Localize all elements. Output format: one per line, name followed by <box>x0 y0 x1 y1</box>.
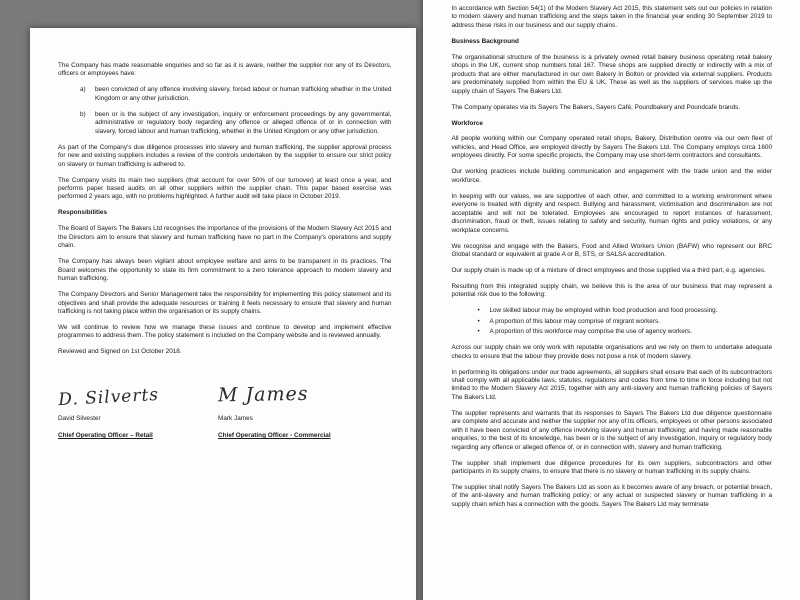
paragraph-supplier-visits: The Company visits its main two suppliers (that account for over 50% of our turnover) at least once a year, and performs paper based audits on all other suppliers within the supplier chain. This paper based exercise was performed 2 years ago, with no problems highlighted. A further audit will take place in October 2019. <box>58 176 392 201</box>
bullet-text: A proportion of this labour may comprise of migrant workers. <box>489 317 660 325</box>
heading-responsibilities: Responsibilities <box>58 209 108 217</box>
paragraph-notify: The supplier shall notify Sayers The Bakers Ltd as soon as it becomes aware of any breach, or potential breach, of the anti-slavery and human trafficking policy; or any actual or suspected slavery or human trafficking in a supply chain which has a connection with the goods. Sayers The Bakers Ltd may terminate <box>451 484 772 508</box>
page-left <box>30 28 416 600</box>
signature-1-handwriting: D. Silverts <box>57 384 160 410</box>
heading-workforce: Workforce <box>451 119 483 127</box>
signature-1 <box>58 373 218 441</box>
paragraph-union: We recognise and engage with the Bakers, Food and Allied Workers Union (BAFW) who represent our BRC Global standard or equivalent at grade A or B, STS, or SALSA accreditation. <box>451 242 772 258</box>
risk-bullet-list <box>451 307 772 336</box>
paragraph-brands: The Company operates via its Sayers The Bakers, Sayers Café, Poundbakery and Poundcafe brands. <box>451 103 741 111</box>
bullet-marker: • <box>477 328 480 336</box>
list-item-a <box>58 86 391 103</box>
signature-2-title: Chief Operating Officer - Commercial <box>218 432 331 440</box>
paragraph-signed-date: Reviewed and Signed on 1st October 2018. <box>58 348 182 356</box>
paragraph-reputable-orgs: Across our supply chain we only work with reputable organisations and we rely on them to undertake adequate checks to ensure that the labour they provide does not pose a risk of modern slavery. <box>451 344 772 360</box>
list-item-b <box>58 111 391 136</box>
bullet-marker: • <box>477 307 480 315</box>
signature-2-name: Mark James <box>218 414 253 422</box>
signature-2-handwriting: M James <box>217 382 309 407</box>
paragraph-enquiries: The Company has made reasonable enquiries and so far as it is aware, neither the supplier nor any of its Directors, officers or employees have: <box>58 62 392 78</box>
list-marker-b: b) <box>80 110 86 118</box>
paragraph-warrants: The supplier represents and warrants that its responses to Sayers The Bakers Ltd due diligence questionnaire are complete and accurate and neither the supplier nor any of its officers, employees or other persons associated with it have been convicted of any offence involving slavery and human trafficking; and having made reasonable enquiries, to the best of its knowledge, has been or is the subject of any investigation, inquiry or regulatory body regarding any offence or alleged offence of, or in connection with, slavery and human trafficking. <box>451 409 772 451</box>
paragraph-obligations: In performing its obligations under our trade agreements, all suppliers shall ensure that each of its subcontractors shall comply with all applicable laws, statutes, regulations and codes from time to time in force including but not limited to the Modern Slavery Act 2015, together with any anti-slavery and human trafficking policies of Sayers The Bakers Ltd. <box>451 368 772 401</box>
paragraph-org-structure: The organisational structure of the business is a privately owned retail bakery business operating retail bakery shops in the UK, current shop numbers total 167. These shops are supplied directly or indirectly with a mix of products that are either manufactured in our own Bakery in Bolton or provided via external suppliers. Products are predominately supplied from within the EU & UK. These as well as the suppliers of services make up the supply chain of Sayers The Bakers Ltd. <box>451 53 772 95</box>
bullet-text: Low skilled labour may be employed within food production and food processing. <box>489 307 718 315</box>
bullet-item-low-skilled <box>451 307 772 315</box>
paragraph-management: The Company Directors and Senior Management take the responsibility for implementing this policy statement and its objectives and shall provide the adequate resources or training it feels necessary to ensure that slavery and human trafficking is not taking place within the organisation or its supply chains. <box>58 291 392 315</box>
heading-business-background: Business Background <box>451 37 519 45</box>
paragraph-review: We will continue to review how we manage these issues and continue to develop and implement effective programmes to address them. The policy statement is included on the Company website and is reviewed annually. <box>58 323 392 340</box>
signature-2 <box>218 373 378 441</box>
page-right <box>423 0 800 600</box>
paragraph-values: In keeping with our values, we are supportive of each other, and committed to a working environment where everyone is treated with dignity and respect. Bullying and harassment, victimisation and discrimination are not acceptable and will not be tolerated. Employees are encouraged to report instances of harassment, discrimination, fraud or theft, issues relating to safety and security, human rights and policy violations, or any workplace concerns. <box>451 192 772 234</box>
paragraph-vigilant: The Company has always been vigilant about employee welfare and aims to be transparent in its practices. The Board welcomes the opportunity to state its firm commitment to a zero tolerance approach to modern slavery and human trafficking. <box>58 258 392 283</box>
paragraph-due-diligence: As part of the Company's due diligence processes into slavery and human trafficking, the supplier approval process for new and existing suppliers includes a review of the controls undertaken by the supplier to ensure our strict policy on slavery or human trafficking is adhered to. <box>58 143 392 168</box>
signature-block <box>58 373 391 441</box>
paragraph-supply-chain-mix: Our supply chain is made up of a mixture of direct employees and those supplied via a third part, e.g. agencies. <box>451 266 766 274</box>
paragraph-employees: All people working within our Company operated retail shops, Bakery, Distribution centre via our own fleet of vehicles, and Head Office, are employed directly by Sayers The Bakers Ltd. The Company employs circa 1600 employees directly. For some specific projects, the Company may use short-term contractors and consultants. <box>451 135 772 160</box>
bullet-marker: • <box>477 317 480 325</box>
bullet-text: A proportion of this workforce may comprise the use of agency workers. <box>489 328 692 336</box>
paragraph-working-practices: Our working practices include building communication and engagement with the trade union and the wider workforce. <box>451 168 772 184</box>
list-text-a: been convicted of any offence involving slavery, forced labour or human trafficking whether in the United Kingdom or any other jurisdiction. <box>95 86 392 102</box>
bullet-item-migrant <box>451 318 772 326</box>
paragraph-board: The Board of Sayers The Bakers Ltd recognises the importance of the provisions of the Modern Slavery Act 2015 and the Directors aim to ensure that slavery and human trafficking have no part in the Company's operations and supply chain. <box>58 225 392 250</box>
paragraph-due-diligence-procedures: The supplier shall implement due diligence procedures for its own suppliers, subcontractors and other participants in its supply chains, to ensure that there is no slavery or human trafficking in its supply chains. <box>451 459 772 476</box>
signature-1-title: Chief Operating Officer – Retail <box>58 432 153 440</box>
paragraph-potential-risk: Resulting from this integrated supply chain, we believe this is the area of our business that may represent a potential risk due to the following: <box>451 282 772 299</box>
signature-1-name: David Silvester <box>58 414 101 422</box>
list-marker-a: a) <box>80 86 86 94</box>
bullet-item-agency <box>451 328 772 336</box>
list-text-b: been or is the subject of any investigation, inquiry or enforcement proceedings by any governmental, administrative or regulatory body regarding any offence or alleged offence of or in connection with slavery, forced labour and human trafficking, whether in the United Kingdom or any other jurisdiction. <box>95 110 392 135</box>
paragraph-section54: In accordance with Section 54(1) of the Modern Slavery Act 2015, this statement sets out our policies in relation to modern slavery and human trafficking and the steps taken in the financial year ending 30 September 2019 to address these risks in our business and our supply chains. <box>451 5 772 29</box>
